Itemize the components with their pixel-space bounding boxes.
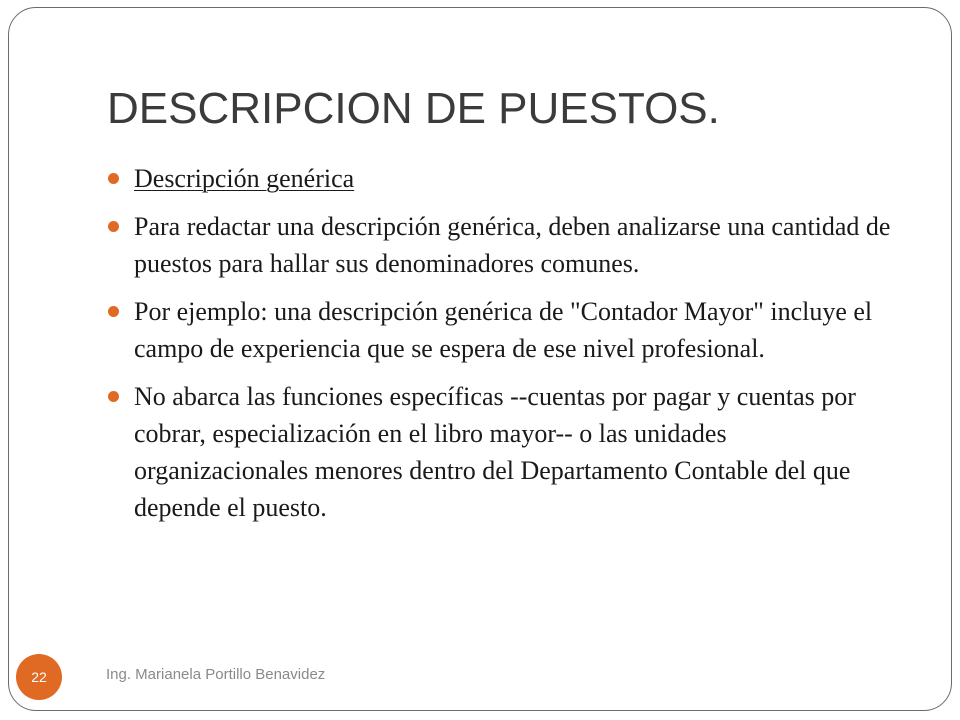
bullet-icon [108, 221, 119, 232]
bullet-icon [108, 173, 119, 184]
bullet-icon [108, 391, 119, 402]
bullet-list [107, 160, 907, 537]
bullet-item [107, 378, 907, 526]
bullet-icon [108, 306, 119, 317]
bullet-item [107, 208, 907, 282]
bullet-text: Por ejemplo: una descripción genérica de "Contador Mayor" incluye el campo de experiencia que se espera de ese nivel profesional. [134, 297, 873, 363]
bullet-item [107, 160, 907, 197]
bullet-text: No abarca las funciones específicas --cuentas por pagar y cuentas por cobrar, especialización en el libro mayor-- o las unidades organizacionales menores dentro del Departamento Contable del que depende el puesto. [134, 382, 856, 522]
page-number-badge: 22 [16, 654, 62, 700]
bullet-text: Para redactar una descripción genérica, deben analizarse una cantidad de puestos para hallar sus denominadores comunes. [134, 212, 891, 278]
footer-author: Ing. Marianela Portillo Benavidez [106, 666, 326, 683]
bullet-text: Descripción genérica [134, 164, 355, 193]
bullet-item [107, 293, 907, 367]
slide-title: DESCRIPCION DE PUESTOS. [107, 84, 720, 133]
